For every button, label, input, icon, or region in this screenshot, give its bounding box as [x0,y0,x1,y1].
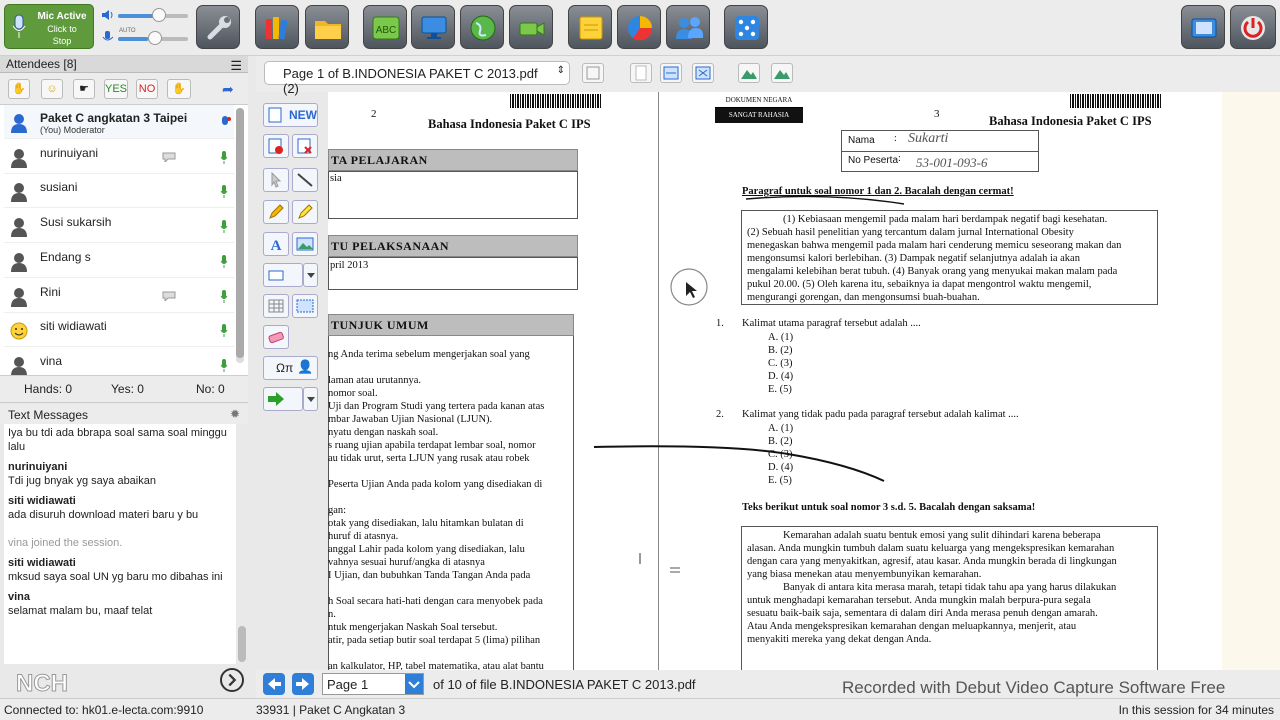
section-mata-pelajaran: TA PELAJARAN [328,149,578,171]
text-line: vahnya sesuai huruf/angka di atasnya [328,557,485,568]
wrench-icon [204,13,234,43]
question-1-options [768,331,793,396]
equation-tool[interactable] [263,356,318,380]
text-line: I Ujian, dan bubuhkan Tanda Tangan Anda pada [328,570,531,581]
rectangle-icon [267,267,285,283]
chevron-down-icon [405,674,423,694]
page-divider [658,92,659,670]
instructions-text [328,348,572,670]
shape-dropdown[interactable] [303,263,318,287]
stamp-dokumen-negara: DOKUMEN NEGARA [715,94,803,108]
page-number-value: Page 1 [327,677,369,692]
speaker-volume-knob[interactable] [152,8,166,22]
next-page-button[interactable] [292,673,314,695]
question-2: Kalimat yang tidak padu pada paragraf tersebut adalah kalimat .... [742,409,1019,420]
frame-icon [583,64,603,82]
hand-tally [0,375,248,403]
image-tool[interactable] [292,232,318,256]
library-button[interactable] [255,5,299,49]
no-count: No: 0 [196,382,225,396]
text-line: (2) Sebuah hasil penelitian yang tercantum dalam jurnal International Obesity [747,227,1074,238]
paragraph-2-box [741,526,1158,670]
text-line: an kalkulator, HP, tabel matematika, atau alat bantu [328,661,544,670]
arrow-right-icon [267,391,285,407]
text-line: Atau Anda mengekspresikan kemarahan dengan meluapkannya, menjerit, atau [747,621,1077,632]
folder-icon [313,13,343,43]
power-icon [1238,13,1268,43]
nch-logo [10,667,80,699]
text-line: mengurangi gorengan, dan mengonsumsi buah-buahan. [747,292,980,303]
chevron-right-icon [223,671,241,689]
section-box-2: pril 2013 [328,257,578,290]
text-line: menyakiti mereka yang dekat dengan Anda. [747,634,932,645]
paragraph-2 [747,529,1152,646]
text-line: n. [328,609,336,620]
text-tool[interactable] [263,232,289,256]
text-line: nyatu dengan naskah soal. [328,427,439,438]
hand-icon: ✋ [12,83,26,95]
blank-page-icon [631,64,651,82]
pencil-icon [267,204,285,220]
attendee-row[interactable] [4,244,234,278]
status-bar [0,698,1280,720]
text-line: s ruang ujian apabila terdapat lembar soal, nomor [328,440,536,451]
text-line [328,582,572,595]
delete-page-button[interactable] [263,134,289,158]
clear-hands-button[interactable] [167,79,191,99]
mic-on-icon [220,184,228,198]
section-petunjuk-umum: TUNJUK UMUM [328,314,574,336]
text-line: E. (5) [768,384,792,395]
section-waktu-pelaksanaan: TU PELAKSANAAN [328,235,578,257]
blank-page-button[interactable] [630,63,652,83]
page-dropdown-button[interactable] [405,674,423,694]
text-line: Uji dan Program Studi yang tertera pada kanan atas [328,401,545,412]
page-number-select[interactable] [322,673,424,695]
text-line: anggal Lahir pada kolom yang disediakan, lalu [328,544,525,555]
arrow-right-icon [292,673,314,695]
attendee-row[interactable] [4,279,234,313]
message-text: mksud saya soal UN yg baru mo dibahas ini [8,571,223,583]
text-line [328,491,572,504]
screen-share-button[interactable] [411,5,455,49]
paragraph-1-box [741,210,1158,305]
text-line: dengan cara yang menyakitkan, agresif, atau kasar. Anda mungkin berada di lingkungan [747,556,1117,567]
attendee-name: Paket C angkatan 3 Taipei [40,111,188,125]
question-1-number: 1. [716,318,724,329]
text-line: mbar Jawaban Ujian Nasional (LJUN). [328,414,493,425]
text-line: gan: [328,505,347,516]
yes-button[interactable]: YES [104,79,128,99]
mic-level-icon [101,31,115,43]
user-icon [10,356,28,375]
open-folder-button[interactable] [305,5,349,49]
screenshot-icon [296,298,314,314]
dice-icon [732,13,762,43]
message-item [8,460,232,488]
user-icon [10,148,28,168]
message-sender: siti widiawati [8,495,76,507]
breakout-rooms-button[interactable] [666,5,710,49]
attendee-row[interactable] [4,313,234,347]
left-page-number: 2 [371,108,377,120]
no-button[interactable]: NO [136,79,158,99]
session-info: 33931 | Paket C Angkatan 3 [256,703,406,717]
svg-text:A: A [270,238,282,252]
text-line: Peserta Ujian Anda pada kolom yang disediakan di [328,479,543,490]
hands-count: Hands: 0 [24,382,73,396]
barcode [510,94,602,108]
text-messages-title: Text Messages [8,408,89,422]
mic-status-line1: Mic Active [37,11,87,22]
menu-icon[interactable]: ☰ [230,58,242,73]
next-slide-button[interactable] [263,387,303,411]
message-list [4,424,236,664]
previous-page-button[interactable] [263,673,285,695]
left-page-header: Bahasa Indonesia Paket C IPS [428,117,591,131]
text-line: C. (3) [768,358,793,369]
chat-bubble-icon [162,291,176,301]
share-arrow-icon[interactable]: ➦ [222,81,234,97]
grid-icon [267,298,285,314]
books-icon [263,13,293,43]
page-count-text: of 10 of file B.INDONESIA PAKET C 2013.pdf [433,677,696,692]
text-line: Kemarahan adalah suatu bentuk emosi yang sulit dihindari karena beberapa [783,530,1101,541]
mic-active-button[interactable] [4,4,94,49]
omega-pi-label: Ωπ [276,361,294,375]
rotate-left-button[interactable] [738,63,760,83]
instruction-1: Paragraf untuk soal nomor 1 dan 2. Bacalah dengan cermat! [742,186,1014,197]
text-line [328,647,572,660]
nama-value: Sukarti [908,131,949,146]
mic-volume-knob[interactable] [148,31,162,45]
next-page-preview [1222,92,1280,670]
user-icon [10,287,28,307]
exit-button[interactable] [1230,5,1276,49]
moderator-icon [10,113,28,133]
text-line [328,465,572,478]
triangle-down-icon [306,391,316,407]
auto-label: AUTO [119,28,136,34]
user-icon [10,182,28,202]
text-line: huruf di atasnya. [328,531,399,542]
message-text: ada disuruh download materi baru y bu [8,509,199,521]
user-icon [10,252,28,272]
peserta-value: 53-001-093-6 [916,155,988,170]
clear-page-button[interactable] [292,134,318,158]
yes-count: Yes: 0 [111,382,144,396]
document-page-select-value: Page 1 of B.INDONESIA PAKET C 2013.pdf (2) [283,66,538,96]
microphone-icon [11,13,27,41]
screenshot-tool[interactable] [292,294,318,318]
film-icon [1189,13,1219,43]
text-line: menegaskan bahwa mengemil pada malam hari cenderung memicu seseorang makan dan [747,240,1122,251]
pie-chart-icon [625,13,655,43]
recording-watermark: Recorded with Debut Video Capture Software Free [842,678,1226,697]
attendee-list [0,105,248,375]
cursor-icon [267,172,285,188]
message-text: Iya bu tdi ada bbrapa soal sama soal minggu lalu [8,427,227,453]
coffee-break-button[interactable] [73,79,95,99]
text-line: mengalami kelebihan berat tubuh. (4) Banyak orang yang menyukai makan malam pada [747,266,1118,277]
text-line: untuk menghadapi kemarahan tersebut. Anda mungkin malah berpura-pura segala [747,595,1091,606]
text-line: au tidak urut, serta LJUN yang rusak atau robek [328,453,530,464]
svg-text:NCH: NCH [16,670,68,697]
attendee-tools [0,73,248,105]
updown-arrow-icon: ⇕ [556,65,565,76]
attendees-title: Attendees [8] [6,57,77,71]
text-line: B. (2) [768,345,793,356]
instruction-2: Teks berikut untuk soal nomor 3 s.d. 5. Bacalah dengan saksama! [742,502,1036,513]
message-item [8,426,232,454]
text-line: (1) Kebiasaan mengemil pada malam hari berdampak negatif bagi kesehatan. [783,214,1108,225]
mic-status-line2: Click to [47,24,77,34]
sticky-note-icon [576,13,606,43]
mountain-icon [739,64,759,82]
zoom-fit-button[interactable] [692,63,714,83]
attendee-row[interactable] [4,174,234,208]
attendee-name: Rini [40,284,61,299]
stamp-sangat-rahasia: SANGAT RAHASIA [715,108,803,123]
message-item [8,556,232,584]
polls-button[interactable] [617,5,661,49]
right-page-header: Bahasa Indonesia Paket C IPS [989,114,1152,128]
message-item [8,590,232,618]
text-line: mengonsumsi kalori berlebihan. (3) Dampak negatif selanjutnya adalah ia akan [747,253,1080,264]
equals-mark [670,568,680,572]
text-line: otak yang disediakan, lalu hitamkan bulatan di [328,518,524,529]
text-line: nomor soal. [328,388,378,399]
smiley-icon [10,321,28,341]
right-page-number: 3 [934,108,940,120]
barcode-right [1070,94,1162,108]
attendee-name: vina [40,353,63,368]
mic-on-icon [220,289,228,303]
fit-width-icon [661,64,681,82]
message-item [8,494,232,522]
peserta-label: No Peserta [848,155,899,166]
eraser-tool[interactable] [263,325,289,349]
spell-check-button[interactable] [363,5,407,49]
attendee-row[interactable] [4,348,234,375]
attendee-scrollbar[interactable] [236,108,244,363]
grid-tool[interactable] [263,294,289,318]
expand-icon [693,64,713,82]
video-camera-icon [517,13,547,43]
triangle-down-icon [306,267,316,283]
attendee-name: Endang s [40,249,91,264]
text-line: ntuk mengerjakan Naskah Soal tersebut. [328,622,498,633]
text-line: atir, pada setiap butir soal terdapat 5 (lima) pilihan [328,635,541,646]
users-icon [674,13,704,43]
text-line: A. (1) [768,423,794,434]
paragraph-1 [747,213,1152,304]
text-line: D. (4) [768,462,794,473]
message-sender: vina [8,591,31,603]
text-line: alasan. Anda mungkin tumbuh dalam suatu keluarga yang mengekspresikan kemarahan [747,543,1115,554]
page-delete-icon [267,138,285,154]
clear-hand-icon: ✋ [172,83,186,95]
student-identity-box: Nama : Sukarti No Peserta : 53-001-093-6 [841,130,1039,172]
message-text: vina joined the session. [8,537,123,549]
attendee-row[interactable] [4,140,234,174]
line-tool[interactable] [292,168,318,192]
text-line: E. (5) [768,475,792,486]
monitor-icon [419,13,449,43]
line-icon [296,172,314,188]
attendee-row[interactable] [4,105,234,139]
text-line: laman atau urutannya. [328,375,422,386]
notes-button[interactable] [568,5,612,49]
attendee-name: Susi sukarsih [40,215,112,230]
connection-status: Connected to: hk01.e-lecta.com:9910 [4,703,204,717]
attendee-name: nurinuiyani [40,145,99,160]
new-label: NEW [289,108,317,122]
message-item [8,536,232,550]
gear-icon[interactable]: ✹ [229,407,240,421]
session-duration: In this session for 34 minutes [1118,703,1274,717]
video-button[interactable] [509,5,553,49]
fit-width-button[interactable] [660,63,682,83]
mic-status-line3: Stop [52,36,72,46]
pencil-tool[interactable] [263,200,289,224]
text-line: Banyak di antara kita merasa marah, tetapi tidak tahu apa yang harus dilakukan [783,582,1117,593]
cursor-highlight [671,269,707,305]
message-scrollbar[interactable] [238,626,246,662]
speaker-icon [101,9,115,21]
pen-stroke [594,446,884,481]
mic-on-icon [220,254,228,268]
presenter-icon [220,115,232,129]
arrow-left-icon [263,673,285,695]
user-icon [10,217,28,237]
question-2-number: 2. [716,409,724,420]
attendee-name: siti widiawati [40,319,107,334]
eraser-icon [267,329,285,345]
chat-bubble-icon [162,152,176,162]
new-page-icon [267,107,285,123]
dice-button[interactable] [724,5,768,49]
rotate-right-button[interactable] [771,63,793,83]
highlighter-tool[interactable] [292,200,318,224]
message-sender: nurinuiyani [8,461,68,473]
document-viewer[interactable] [328,92,1222,670]
text-line: A. (1) [768,332,794,343]
text-line: B. (2) [768,436,793,447]
settings-tool-button[interactable] [196,5,240,49]
attendee-role: (You) Moderator [40,125,105,135]
underline-stroke [746,196,904,204]
mic-on-icon [220,323,228,337]
message-text: selamat malam bu, maaf telat [8,605,153,617]
smiley-icon: ☺ [46,83,58,95]
send-message-button[interactable] [220,668,244,692]
web-browser-button[interactable] [460,5,504,49]
question-2-options [768,422,793,487]
text-line: yang biasa menekan atau menyembunyikan kemarahan. [747,569,982,580]
mic-on-icon [220,219,228,233]
new-page-button[interactable] [263,103,318,127]
attendees-header [0,56,248,73]
person-icon: 👤 [297,359,314,374]
highlighter-icon [296,204,314,220]
emoticon-button[interactable] [41,79,63,99]
shape-tool[interactable] [263,263,303,287]
mountain-icon [772,64,792,82]
text-line: pukul 20.00. (5) Oleh karena itu, sebaiknya ia dapat mengontrol waktu mengemil, [747,279,1092,290]
abc-icon [371,13,401,43]
slide-dropdown[interactable] [303,387,318,411]
text-line: h Soal secara hati-hati dengan cara menyobek pada [328,596,543,607]
image-icon [296,236,314,252]
message-sender: siti widiawati [8,557,76,569]
section-box-1: sia [328,171,578,219]
text-line: ng Anda terima sebelum mengerjakan soal yang [328,349,530,360]
text-line [328,361,572,374]
mic-on-icon [220,150,228,164]
text-line: D. (4) [768,371,794,382]
svg-text:ABC: ABC [375,25,397,36]
mic-on-icon [220,358,228,372]
text-messages-header [0,404,248,424]
mouse-cursor-icon [686,282,697,298]
fit-page-button[interactable] [582,63,604,83]
text-line: C. (3) [768,449,793,460]
document-page-select[interactable] [264,61,570,96]
record-button[interactable] [1181,5,1225,49]
hand-pointer-icon: ☛ [79,83,89,95]
question-1: Kalimat utama paragraf tersebut adalah .... [742,318,921,329]
select-tool[interactable] [263,168,289,192]
globe-icon [468,13,498,43]
nama-label: Nama [848,135,875,146]
message-text: Tdi jug bnyak yg saya abaikan [8,475,156,487]
attendee-name: susiani [40,180,78,195]
raise-hand-button[interactable] [8,79,30,99]
text-a-icon [267,236,285,252]
text-line: sesuatu baik-baik saja, sementara di dalam diri Anda merasa penuh dengan amarah. [747,608,1098,619]
attendee-row[interactable] [4,209,234,243]
page-clear-icon [296,138,314,154]
